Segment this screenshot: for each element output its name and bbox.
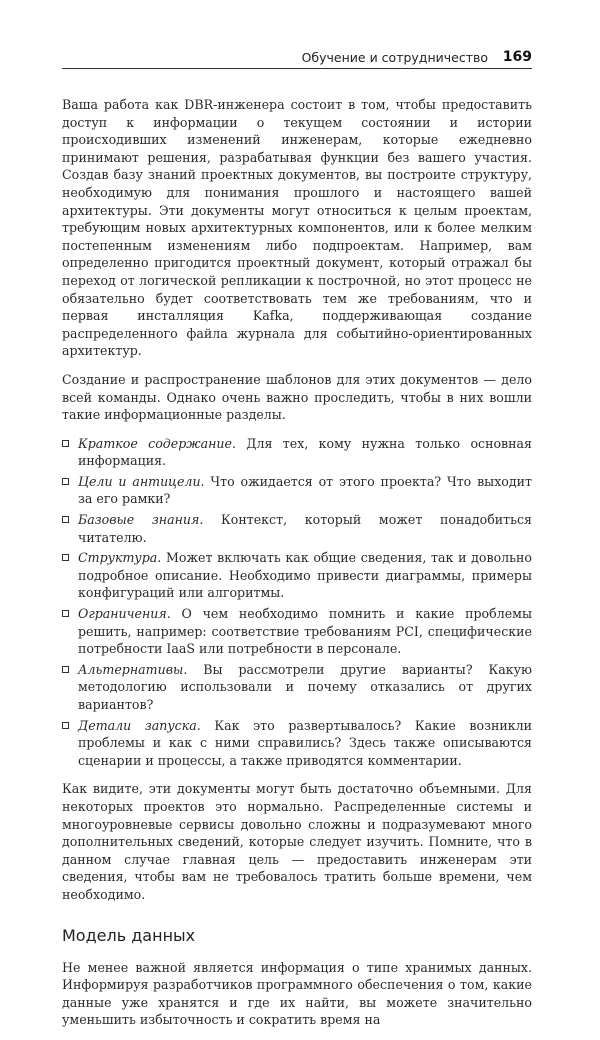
checkbox-bullet-icon [62, 666, 69, 673]
list-item [62, 435, 532, 470]
paragraph-templates: Создание и распространение шаблонов для этих документов — дело всей команды. Однако очень важно проследить, чтобы в них вошли такие информационные разделы. [62, 371, 532, 423]
list-item-text: Как это развертывалось? Какие возникли проблемы и как с ними справились? Здесь также описываются сценарии и процессы, а также приводятся комментарии. [78, 717, 532, 768]
list-item-text: Может включать как общие сведения, так и довольно подробное описание. Необходимо привести диаграммы, примеры конфигураций или алгоритмы. [78, 550, 532, 601]
list-item-term: Структура. [78, 550, 162, 566]
chapter-title: Обучение и сотрудничество [301, 50, 488, 65]
checkbox-bullet-icon [62, 440, 69, 447]
checkbox-bullet-icon [62, 554, 69, 561]
list-item-term: Краткое содержание. [78, 435, 236, 451]
list-item-term: Цели и антицели. [78, 473, 205, 489]
list-item-text: Вы рассмотрели другие варианты? Какую методологию использовали и почему отказались от других вариантов? [78, 661, 532, 712]
list-item-text: О чем необходимо помнить и какие проблемы решить, например: соответствие требованиям PCI, специфические потребности IaaS или потребности в персонале. [78, 606, 532, 657]
list-item-term: Детали запуска. [78, 717, 201, 733]
list-item [62, 511, 532, 546]
list-item [62, 549, 532, 602]
list-item-text: Для тех, кому нужна только основная информация. [78, 435, 532, 469]
page-number: 169 [502, 49, 532, 65]
list-item-text: Контекст, который может понадобиться читателю. [78, 512, 532, 545]
checkbox-bullet-icon [62, 610, 69, 617]
list-item [62, 605, 532, 658]
checkbox-bullet-icon [62, 516, 69, 523]
section-list [62, 435, 532, 770]
paragraph-intro: Ваша работа как DBR-инженера состоит в том, чтобы предоставить доступ к информации о текущем состоянии и истории происходивших изменений инженерам, которые ежедневно принимают решения, разрабатывая функции без вашего участия. Создав базу знаний проектных документов, вы построите структуру, необходимую для понимания прошлого и настоящего вашей архитектуры. Эти документы могут относиться к целым проектам, требующим новых архитектурных компонентов, или к более мелким постепенным изменениям либо подпроектам. Например, вам определенно пригодится проектный документ, который отражал бы переход от логической репликации к построчной, но этот процесс не обязательно будет соответствовать тем же требованиям, что и первая инсталляция Kafka, поддерживающая создание распределенного файла журнала для событийно-ориентированных архитектур. [62, 97, 532, 359]
list-item [62, 661, 532, 714]
list-item-term: Базовые знания. [78, 512, 204, 528]
page-body [62, 96, 532, 1040]
section-heading: Модель данных [62, 925, 196, 945]
list-item [62, 473, 532, 508]
checkbox-bullet-icon [62, 722, 69, 729]
checkbox-bullet-icon [62, 478, 69, 485]
running-header [62, 46, 532, 68]
paragraph-summary: Как видите, эти документы могут быть достаточно объемными. Для некоторых проектов это нормально. Распределенные системы и многоуровневые сервисы довольно сложны и подразумевают много дополнительных сведений, которые следует изучить. Помните, что в данном случае главная цель — предоставить инженерам эти сведения, чтобы вам не требовалось тратить больше времени, чем необходимо. [62, 781, 532, 902]
list-item-text: Что ожидается от этого проекта? Что выходит за его рамки? [78, 473, 532, 507]
list-item-term: Ограничения. [78, 606, 171, 622]
header-rule [62, 68, 532, 69]
list-item [62, 717, 532, 770]
list-item-term: Альтернативы. [78, 661, 188, 677]
paragraph-data-model: Не менее важной является информация о типе хранимых данных. Информируя разработчиков программного обеспечения о том, какие данные уже хранятся и где их найти, вы можете значительно уменьшить избыточность и сократить время на [62, 959, 532, 1028]
